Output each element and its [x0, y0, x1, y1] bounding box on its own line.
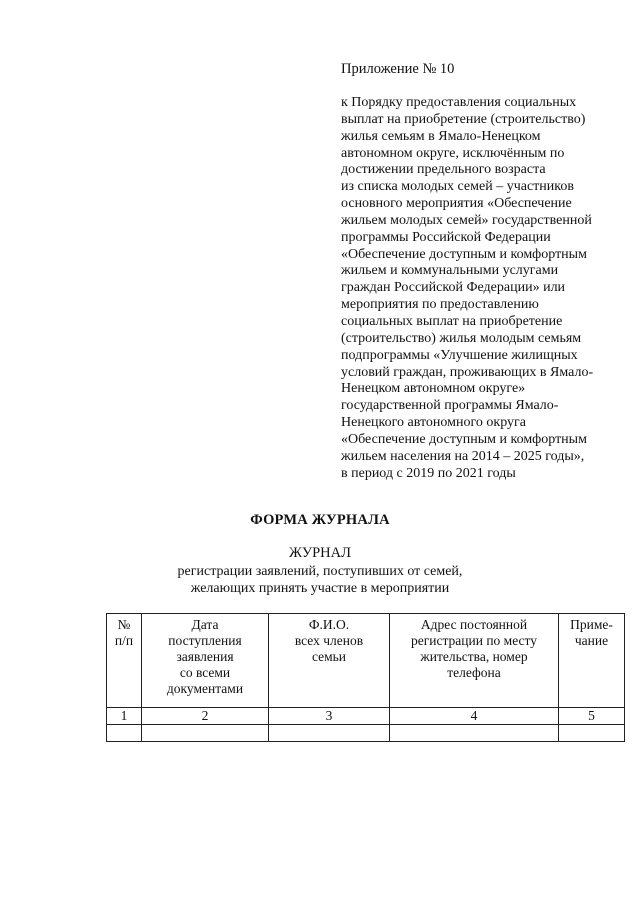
appendix-line: основного мероприятия «Обеспечение	[341, 196, 572, 212]
column-header-line: Адрес постоянной	[420, 617, 528, 632]
column-header	[559, 614, 625, 708]
column-header-line: регистрации по месту	[410, 633, 538, 648]
appendix-line: Ненецком автономном округе»	[341, 381, 526, 397]
column-header-line: со всеми	[179, 665, 231, 680]
journal-title: ЖУРНАЛ	[289, 545, 351, 561]
column-header	[269, 614, 390, 708]
appendix-line: жильем молодых семей» государственной	[341, 212, 592, 228]
appendix-line: (строительство) жилья молодым семьям	[341, 330, 582, 346]
column-number: 5	[559, 708, 625, 725]
column-number: 3	[269, 708, 390, 725]
table-cell[interactable]	[559, 725, 625, 742]
table-cell[interactable]	[142, 725, 269, 742]
column-number: 4	[390, 708, 559, 725]
appendix-line: социальных выплат на приобретение	[341, 313, 563, 329]
appendix-line: «Обеспечение доступным и комфортным	[341, 431, 587, 447]
appendix-line: программы Российской Федерации	[341, 229, 551, 245]
column-header-line: документами	[166, 681, 244, 696]
appendix-line: жилья семьям в Ямало-Ненецком	[341, 128, 541, 144]
column-header-line: всех членов	[294, 633, 364, 648]
appendix-line: граждан Российской Федерации» или	[341, 280, 566, 296]
column-header	[107, 614, 142, 708]
column-header-line: чание	[574, 633, 609, 648]
column-header-line: Приме-	[570, 617, 613, 632]
table-cell[interactable]	[390, 725, 559, 742]
column-header-line: поступления	[168, 633, 242, 648]
appendix-line: «Обеспечение доступным и комфортным	[341, 246, 587, 262]
appendix-line: мероприятия по предоставлению	[341, 297, 539, 313]
column-header-line: №	[117, 617, 131, 632]
appendix-line: автономном округе, исключённым по	[341, 145, 565, 161]
appendix-line: из списка молодых семей – участников	[341, 179, 574, 195]
table-row	[107, 725, 625, 742]
appendix-line: подпрограммы «Улучшение жилищных	[341, 347, 578, 363]
appendix-line: Ненецкого автономного округа	[341, 415, 526, 431]
appendix-line: условий граждан, проживающих в Ямало-	[341, 364, 594, 380]
appendix-line: выплат на приобретение (строительство)	[341, 111, 586, 127]
column-number: 1	[107, 708, 142, 725]
appendix-line: достижении предельного возраста	[341, 162, 546, 178]
form-title: ФОРМА ЖУРНАЛА	[250, 512, 390, 528]
journal-table	[106, 613, 625, 742]
appendix-number: Приложение № 10	[341, 61, 455, 77]
appendix-line: к Порядку предоставления социальных	[341, 95, 577, 110]
column-header-line: семьи	[311, 649, 347, 664]
appendix-line: в период с 2019 по 2021 годы	[341, 465, 516, 481]
journal-subtitle-line: регистрации заявлений, поступивших от семей,	[177, 564, 463, 579]
appendix-line: жильем населения на 2014 – 2025 годы»,	[341, 448, 585, 464]
column-header-line: телефона	[447, 665, 501, 680]
column-header	[142, 614, 269, 708]
table-header-row	[107, 614, 625, 708]
table-cell[interactable]	[269, 725, 390, 742]
appendix-reference	[341, 95, 631, 482]
table-number-row	[107, 708, 625, 725]
table-cell[interactable]	[107, 725, 142, 742]
appendix-line: жильем и коммунальными услугами	[341, 263, 559, 279]
column-header-line: п/п	[114, 633, 134, 648]
column-number: 2	[142, 708, 269, 725]
journal-subtitle	[0, 563, 640, 597]
column-header-line: заявления	[176, 649, 234, 664]
journal-subtitle-line: желающих принять участие в мероприятии	[190, 581, 450, 596]
appendix-line: государственной программы Ямало-	[341, 398, 559, 414]
column-header	[390, 614, 559, 708]
column-header-line: жительства, номер	[420, 649, 528, 664]
column-header-line: Ф.И.О.	[308, 617, 350, 632]
column-header-line: Дата	[191, 617, 219, 632]
